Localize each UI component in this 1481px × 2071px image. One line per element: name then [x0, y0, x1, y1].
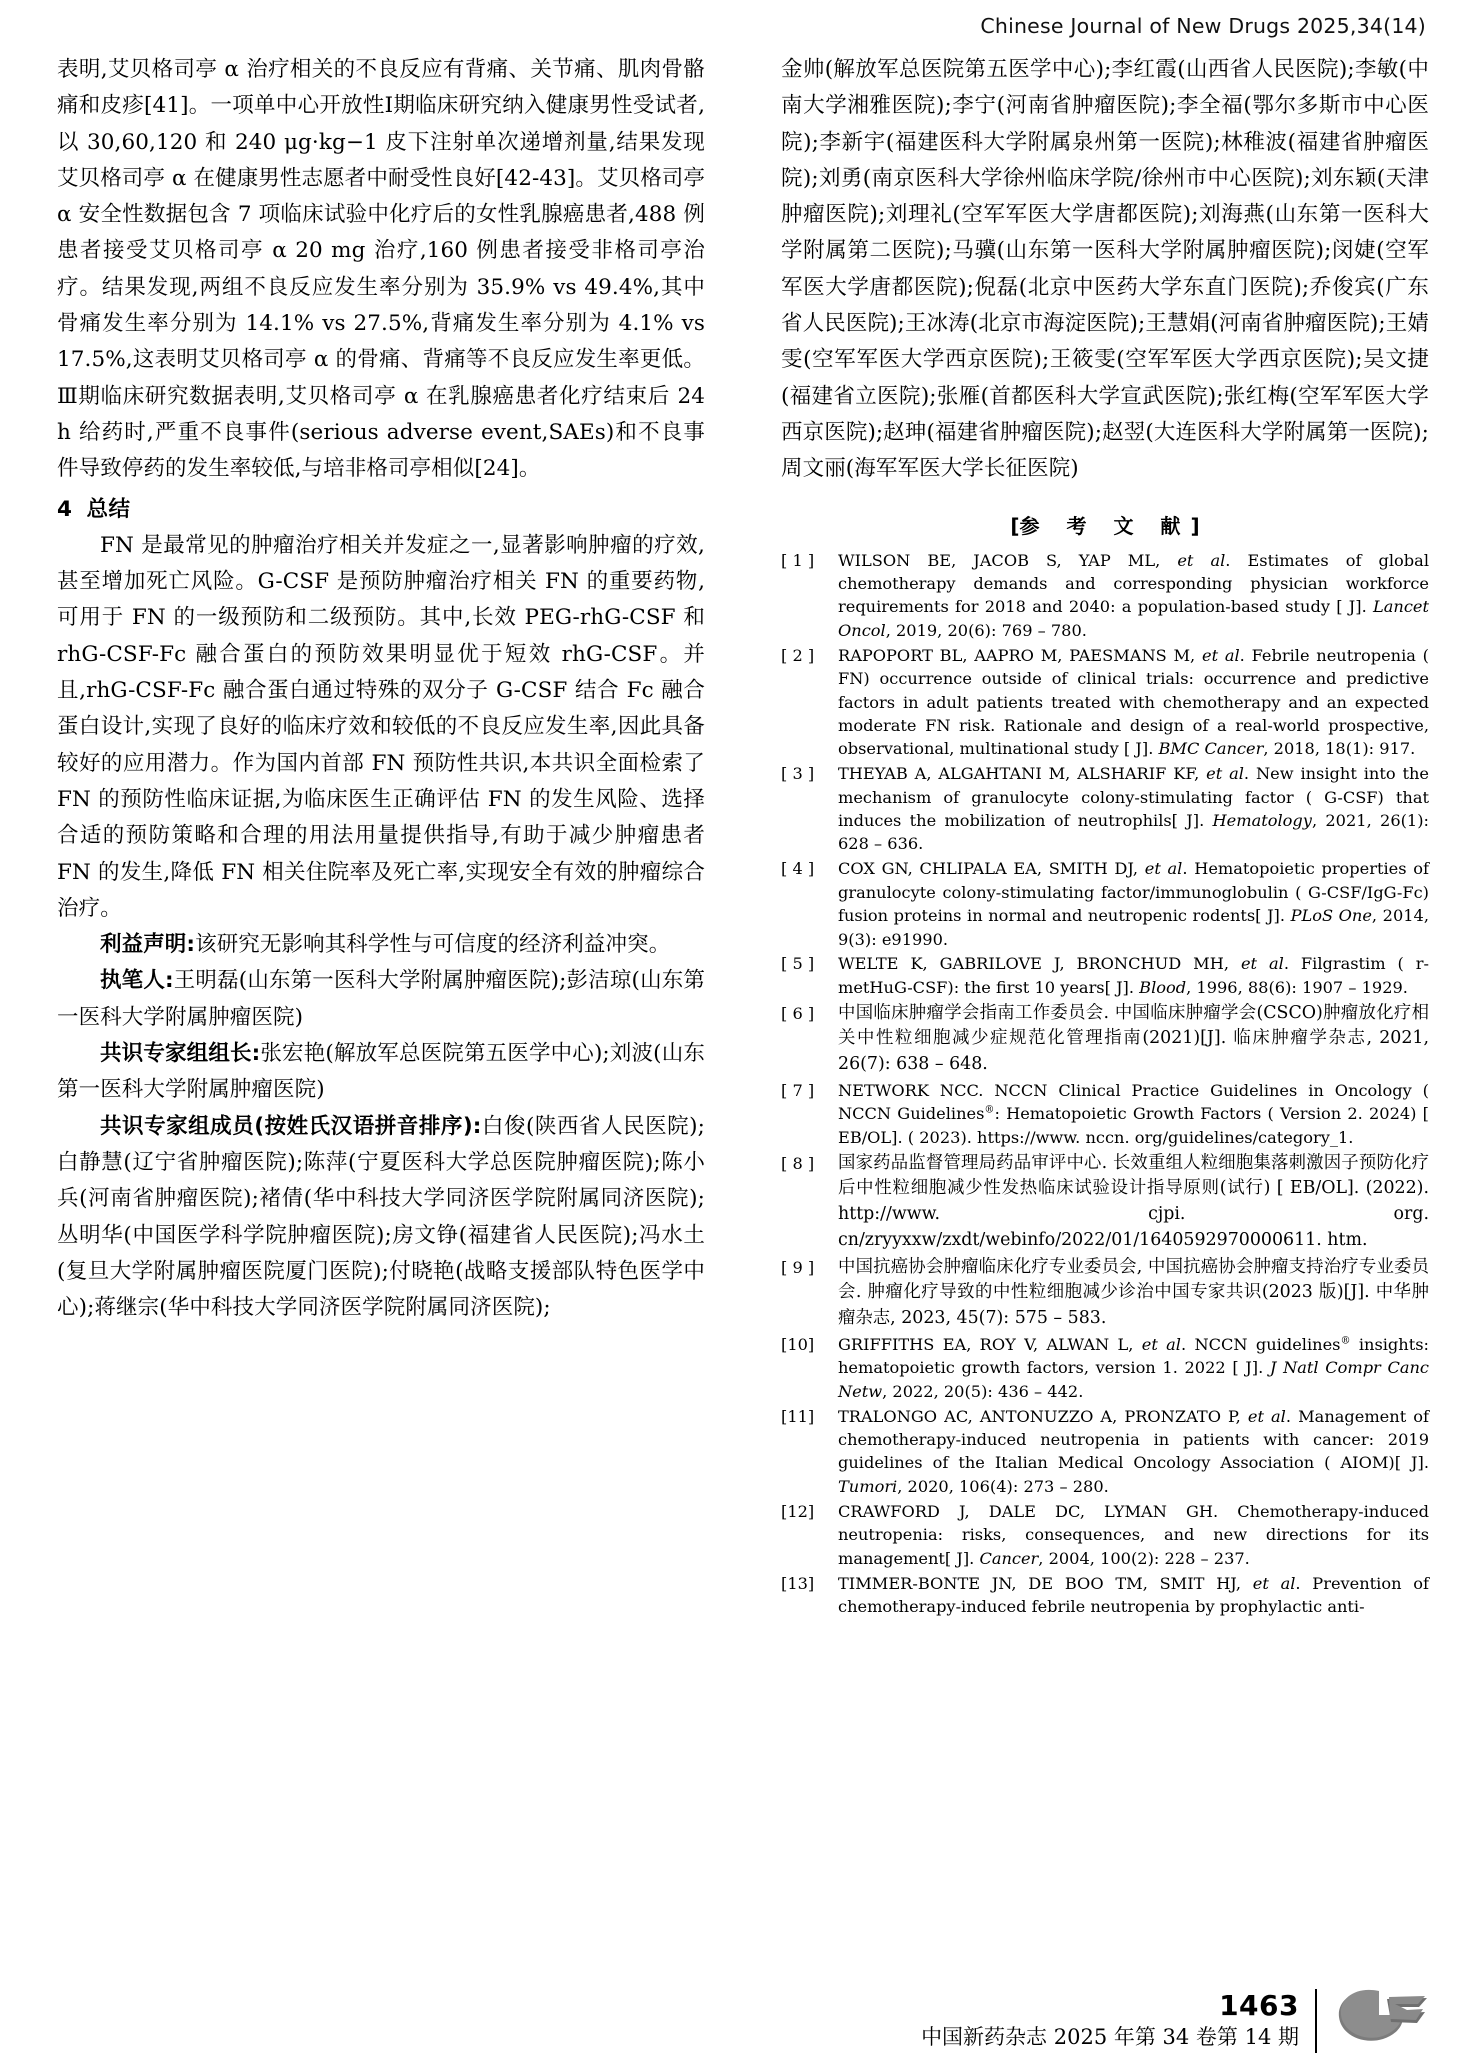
reference-item [781, 549, 1429, 643]
reference-text: GRIFFITHS EA, ROY V, ALWAN L, et al. NCCN guidelines® insights: hematopoietic growth factors, version 1. 2022 [ J]. J Natl Compr Canc Netw, 2022, 20(5): 436 – 442. [838, 1334, 1429, 1401]
reference-item [781, 1572, 1429, 1619]
footer-text-block [921, 1989, 1317, 2053]
section-heading [57, 492, 705, 528]
two-column-body [57, 52, 1429, 1932]
reference-number: [ 6 ] [781, 1003, 815, 1023]
reference-text: 国家药品监督管理局药品审评中心. 长效重组人粒细胞集落刺激因子预防化疗后中性粒细胞减少性发热临床试验设计指导原则(试行) [ EB/OL]. (2022). http://www. cjpi. org. cn/zryyxxw/zxdt/webinfo/2022/01/1640592970000611. htm. [838, 1152, 1429, 1250]
members-statement [57, 1109, 705, 1327]
reference-list [781, 549, 1429, 1619]
reference-item [781, 1001, 1429, 1078]
authors-statement [57, 963, 705, 1036]
summary-paragraph: FN 是最常见的肿瘤治疗相关并发症之一,显著影响肿瘤的疗效,甚至增加死亡风险。G-CSF 是预防肿瘤治疗相关 FN 的重要药物,可用于 FN 的一级预防和二级预防。其中,长效 PEG-rhG-CSF 和 rhG-CSF-Fc 融合蛋白的预防效果明显优于短效 rhG-CSF。并且,rhG-CSF-Fc 融合蛋白通过特殊的双分子 G-CSF 结合 Fc 融合蛋白设计,实现了良好的临床疗效和较低的不良反应发生率,因此具备较好的应用潜力。作为国内首部 FN 预防性共识,本共识全面检索了 FN 的预防性临床证据,为临床医生正确评估 FN 的发生风险、选择合适的预防策略和合理的用法用量提供指导,有助于减少肿瘤患者 FN 的发生,降低 FN 相关住院率及死亡率,实现安全有效的肿瘤综合治疗。 [57, 532, 705, 921]
reference-text: WILSON BE, JACOB S, YAP ML, et al. Estimates of global chemotherapy demands and corresponding physician workforce requirements for 2018 and 2040: a population-based study [ J]. Lancet Oncol, 2019, 20(6): 769 – 780. [838, 550, 1429, 640]
members-text-part2: 金帅(解放军总医院第五医学中心);李红霞(山西省人民医院);李敏(中南大学湘雅医院);李宁(河南省肿瘤医院);李全福(鄂尔多斯市中心医院);李新宇(福建医科大学附属泉州第一医院);林稚波(福建省肿瘤医院);刘勇(南京医科大学徐州临床学院/徐州市中心医院);刘东颖(天津肿瘤医院);刘理礼(空军军医大学唐都医院);刘海燕(山东第一医科大学附属第二医院);马骥(山东第一医科大学附属肿瘤医院);闵婕(空军军医大学唐都医院);倪磊(北京中医药大学东直门医院);乔俊宾(广东省人民医院);王冰涛(北京市海淀医院);王慧娟(河南省肿瘤医院);王婧雯(空军军医大学西京医院);王筱雯(空军军医大学西京医院);吴文捷(福建省立医院);张雁(首都医科大学宣武医院);张红梅(空军军医大学西京医院);赵珅(福建省肿瘤医院);赵翌(大连医科大学附属第一医院);周文丽(海军军医大学长征医院) [781, 57, 1429, 482]
bracket-left: [ [1010, 513, 1020, 538]
reference-number: [ 2 ] [781, 645, 815, 665]
reference-text: 中国临床肿瘤学会指南工作委员会. 中国临床肿瘤学会(CSCO)肿瘤放化疗相关中性粒细胞减少症规范化管理指南(2021)[J]. 临床肿瘤学杂志, 2021, 26(7): 638 – 648. [838, 1002, 1429, 1074]
reference-number: [ 4 ] [781, 859, 815, 879]
reference-text: COX GN, CHLIPALA EA, SMITH DJ, et al. Hematopoietic properties of granulocyte colony-stimulating factor/immunoglobulin ( G-CSF/IgG-Fc) fusion proteins in normal and neutropenic rodents[ J]. PLoS One, 2014, 9(3): e91990. [838, 859, 1429, 949]
page-footer [57, 1957, 1429, 2053]
reference-number: [ 1 ] [781, 550, 815, 570]
reference-text: WELTE K, GABRILOVE J, BRONCHUD MH, et al. Filgrastim ( r-metHuG-CSF): the first 10 years[ J]. Blood, 1996, 88(6): 1907 – 1929. [838, 954, 1429, 997]
chair-text: 张宏艳(解放军总医院第五医学中心);刘波(山东第一医科大学附属肿瘤医院) [57, 1041, 705, 1103]
reference-text: CRAWFORD J, DALE DC, LYMAN GH. Chemotherapy-induced neutropenia: risks, consequences, and new directions for its management[ J]. Cancer, 2004, 100(2): 228 – 237. [838, 1501, 1429, 1568]
reference-text: 中国抗癌协会肿瘤临床化疗专业委员会, 中国抗癌协会肿瘤支持治疗专业委员会. 肿瘤化疗导致的中性粒细胞减少诊治中国专家共识(2023 版)[J]. 中华肿瘤杂志, 2023, 45(7): 575 – 583. [838, 1256, 1429, 1328]
section-title: 总结 [86, 496, 131, 522]
reference-item [781, 1151, 1429, 1253]
reference-item [781, 1333, 1429, 1403]
reference-text: TIMMER-BONTE JN, DE BOO TM, SMIT HJ, et al. Prevention of chemotherapy-induced febrile neutropenia by prophylactic anti- [838, 1573, 1430, 1616]
reference-text: THEYAB A, ALGAHTANI M, ALSHARIF KF, et al. New insight into the mechanism of granulocyte colony-stimulating factor ( G-CSF) that induces the mobilization of neutrophils[ J]. Hematology, 2021, 26(1): 628 – 636. [838, 764, 1430, 854]
conflict-statement [57, 927, 705, 963]
journal-footer-line: 中国新药杂志 2025 年第 34 卷第 14 期 [921, 2025, 1299, 2049]
reference-number: [10] [781, 1334, 815, 1354]
reference-item [781, 1079, 1429, 1149]
chair-statement [57, 1036, 705, 1109]
paragraph-continued: 表明,艾贝格司亭 α 治疗相关的不良反应有背痛、关节痛、肌肉骨骼痛和皮疹[41]。一项单中心开放性Ⅰ期临床研究纳入健康男性受试者,以 30,60,120 和 240 μg·kg−1 皮下注射单次递增剂量,结果发现艾贝格司亭 α 在健康男性志愿者中耐受性良好[42-43]。艾贝格司亭 α 安全性数据包含 7 项临床试验中化疗后的女性乳腺癌患者,488 例患者接受艾贝格司亭 α 20 mg 治疗,160 例患者接受非格司亭治疗。结果发现,两组不良反应发生率分别为 35.9% vs 49.4%,其中骨痛发生率分别为 14.1% vs 27.5%,背痛发生率分别为 4.1% vs 17.5%,这表明艾贝格司亭 α 的骨痛、背痛等不良反应发生率更低。Ⅲ期临床研究数据表明,艾贝格司亭 α 在乳腺癌患者化疗结束后 24 h 给药时,严重不良事件(serious adverse event,SAEs)和不良事件导致停药的发生率较低,与培非格司亭相似[24]。 [57, 57, 705, 482]
conflict-label: 利益声明: [100, 932, 196, 958]
reference-text: NETWORK NCC. NCCN Clinical Practice Guidelines in Oncology ( NCCN Guidelines®: Hematopoietic Growth Factors ( Version 2. 2024) [ EB/OL]. ( 2023). https://www. nccn. org/guidelines/category_1. [838, 1081, 1429, 1147]
authors-text: 王明磊(山东第一医科大学附属肿瘤医院);彭洁琼(山东第一医科大学附属肿瘤医院) [57, 968, 705, 1030]
reference-item [781, 952, 1429, 999]
reference-item [781, 762, 1429, 856]
reference-text: RAPOPORT BL, AAPRO M, PAESMANS M, et al. Febrile neutropenia ( FN) occurrence outside of clinical trials: occurrence and predictive factors in adult patients treated with chemotherapy and an expected moderate FN risk. Rationale and design of a real-world prospective, observational, multinational study [ J]. BMC Cancer, 2018, 18(1): 917. [838, 645, 1430, 759]
reference-number: [11] [781, 1406, 815, 1426]
reference-number: [ 7 ] [781, 1081, 815, 1101]
section-number: 4 [57, 496, 73, 522]
reference-number: [ 5 ] [781, 954, 815, 974]
members-text-part1: 白俊(陕西省人民医院);白静慧(辽宁省肿瘤医院);陈萍(宁夏医科大学总医院肿瘤医院);陈小兵(河南省肿瘤医院);褚倩(华中科技大学同济医学院附属同济医院);丛明华(中国医学科学院肿瘤医院);房文铮(福建省人民医院);冯水土(复旦大学附属肿瘤医院厦门医院);付晓艳(战略支援部队特色医学中心);蒋继宗(华中科技大学同济医学院附属同济医院); [57, 1113, 705, 1321]
reference-item [781, 1405, 1429, 1499]
right-column [781, 52, 1429, 1620]
reference-text: TRALONGO AC, ANTONUZZO A, PRONZATO P, et al. Management of chemotherapy-induced neutropenia in patients with cancer: 2019 guidelines of the Italian Medical Oncology Association ( AIOM)[ J]. Tumori, 2020, 106(4): 273 – 280. [838, 1406, 1430, 1496]
conflict-text: 该研究无影响其科学性与可信度的经济利益冲突。 [195, 932, 671, 958]
reference-number: [ 8 ] [781, 1153, 815, 1173]
references-heading-text: 参 考 文 献 [1019, 513, 1191, 538]
reference-item [781, 1500, 1429, 1570]
reference-number: [13] [781, 1573, 815, 1593]
reference-item [781, 644, 1429, 761]
left-column [57, 52, 705, 1326]
chair-label: 共识专家组组长: [100, 1041, 261, 1067]
reference-number: [12] [781, 1501, 815, 1521]
running-head: Chinese Journal of New Drugs 2025,34(14) [980, 14, 1426, 38]
reference-number: [ 3 ] [781, 764, 815, 784]
bracket-right: ] [1190, 513, 1200, 538]
reference-item [781, 1255, 1429, 1332]
journal-logo-icon [1333, 1985, 1429, 2051]
reference-number: [ 9 ] [781, 1257, 815, 1277]
references-heading [781, 510, 1429, 539]
reference-item [781, 857, 1429, 951]
members-label: 共识专家组成员(按姓氏汉语拼音排序): [100, 1113, 482, 1139]
authors-label: 执笔人: [100, 968, 174, 994]
page-number: 1463 [1219, 1989, 1299, 2022]
